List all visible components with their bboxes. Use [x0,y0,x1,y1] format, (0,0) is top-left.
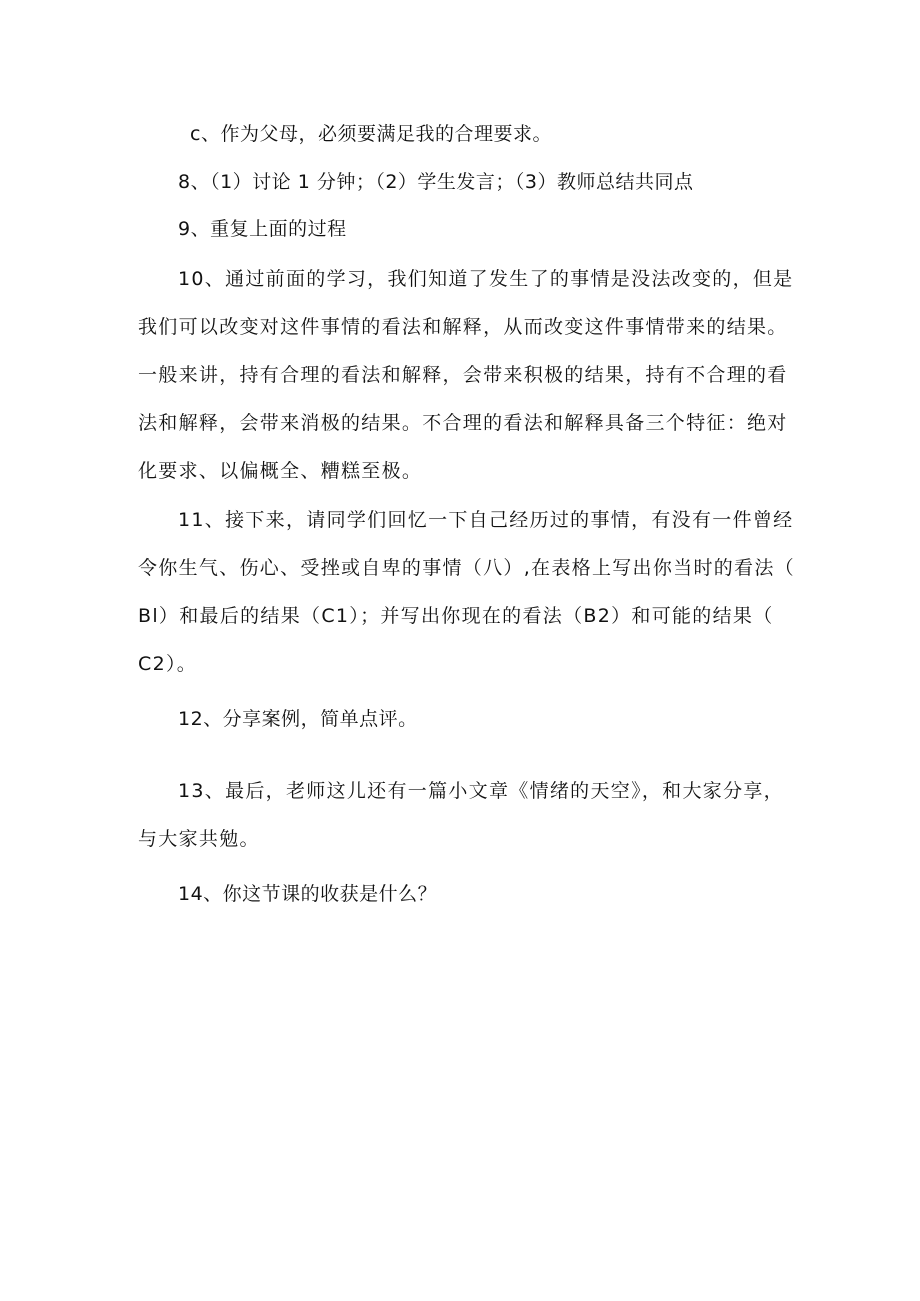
item-12: 12、分享案例，简单点评。 [178,708,418,730]
item-13-line-2: 与大家共勉。 [138,828,260,850]
item-8: 8、（1）讨论 1 分钟；（2）学生发言；（3）教师总结共同点 [178,171,694,193]
item-10-line-2: 我们可以改变对这件事情的看法和解释，从而改变这件事情带来的结果。 [138,316,788,338]
item-10-line-3: 一般来讲，持有合理的看法和解释，会带来积极的结果，持有不合理的看 [138,364,788,386]
item-11-line-2: 令你生气、伤心、受挫或自卑的事情（八）,在表格上写出你当时的看法（ [138,557,795,579]
item-10-line-4: 法和解释，会带来消极的结果。不合理的看法和解释具备三个特征：绝对 [138,412,788,434]
item-10-line-1: 10、通过前面的学习，我们知道了发生了的事情是没法改变的，但是 [178,268,794,290]
item-10-line-5: 化要求、以偏概全、糟糕至极。 [138,460,423,482]
item-c: c、作为父母，必须要满足我的合理要求。 [190,123,552,145]
item-11-line-3: Bl）和最后的结果（C1）；并写出你现在的看法（B2）和可能的结果（ [138,605,774,627]
item-14: 14、你这节课的收获是什么？ [178,883,438,905]
item-11-line-1: 11、接下来，请同学们回忆一下自己经历过的事情，有没有一件曾经 [178,509,794,531]
item-9: 9、重复上面的过程 [178,218,347,240]
item-13-line-1: 13、最后，老师这儿还有一篇小文章《情绪的天空》，和大家分享， [178,780,784,802]
item-11-line-4: C2）。 [138,653,198,675]
